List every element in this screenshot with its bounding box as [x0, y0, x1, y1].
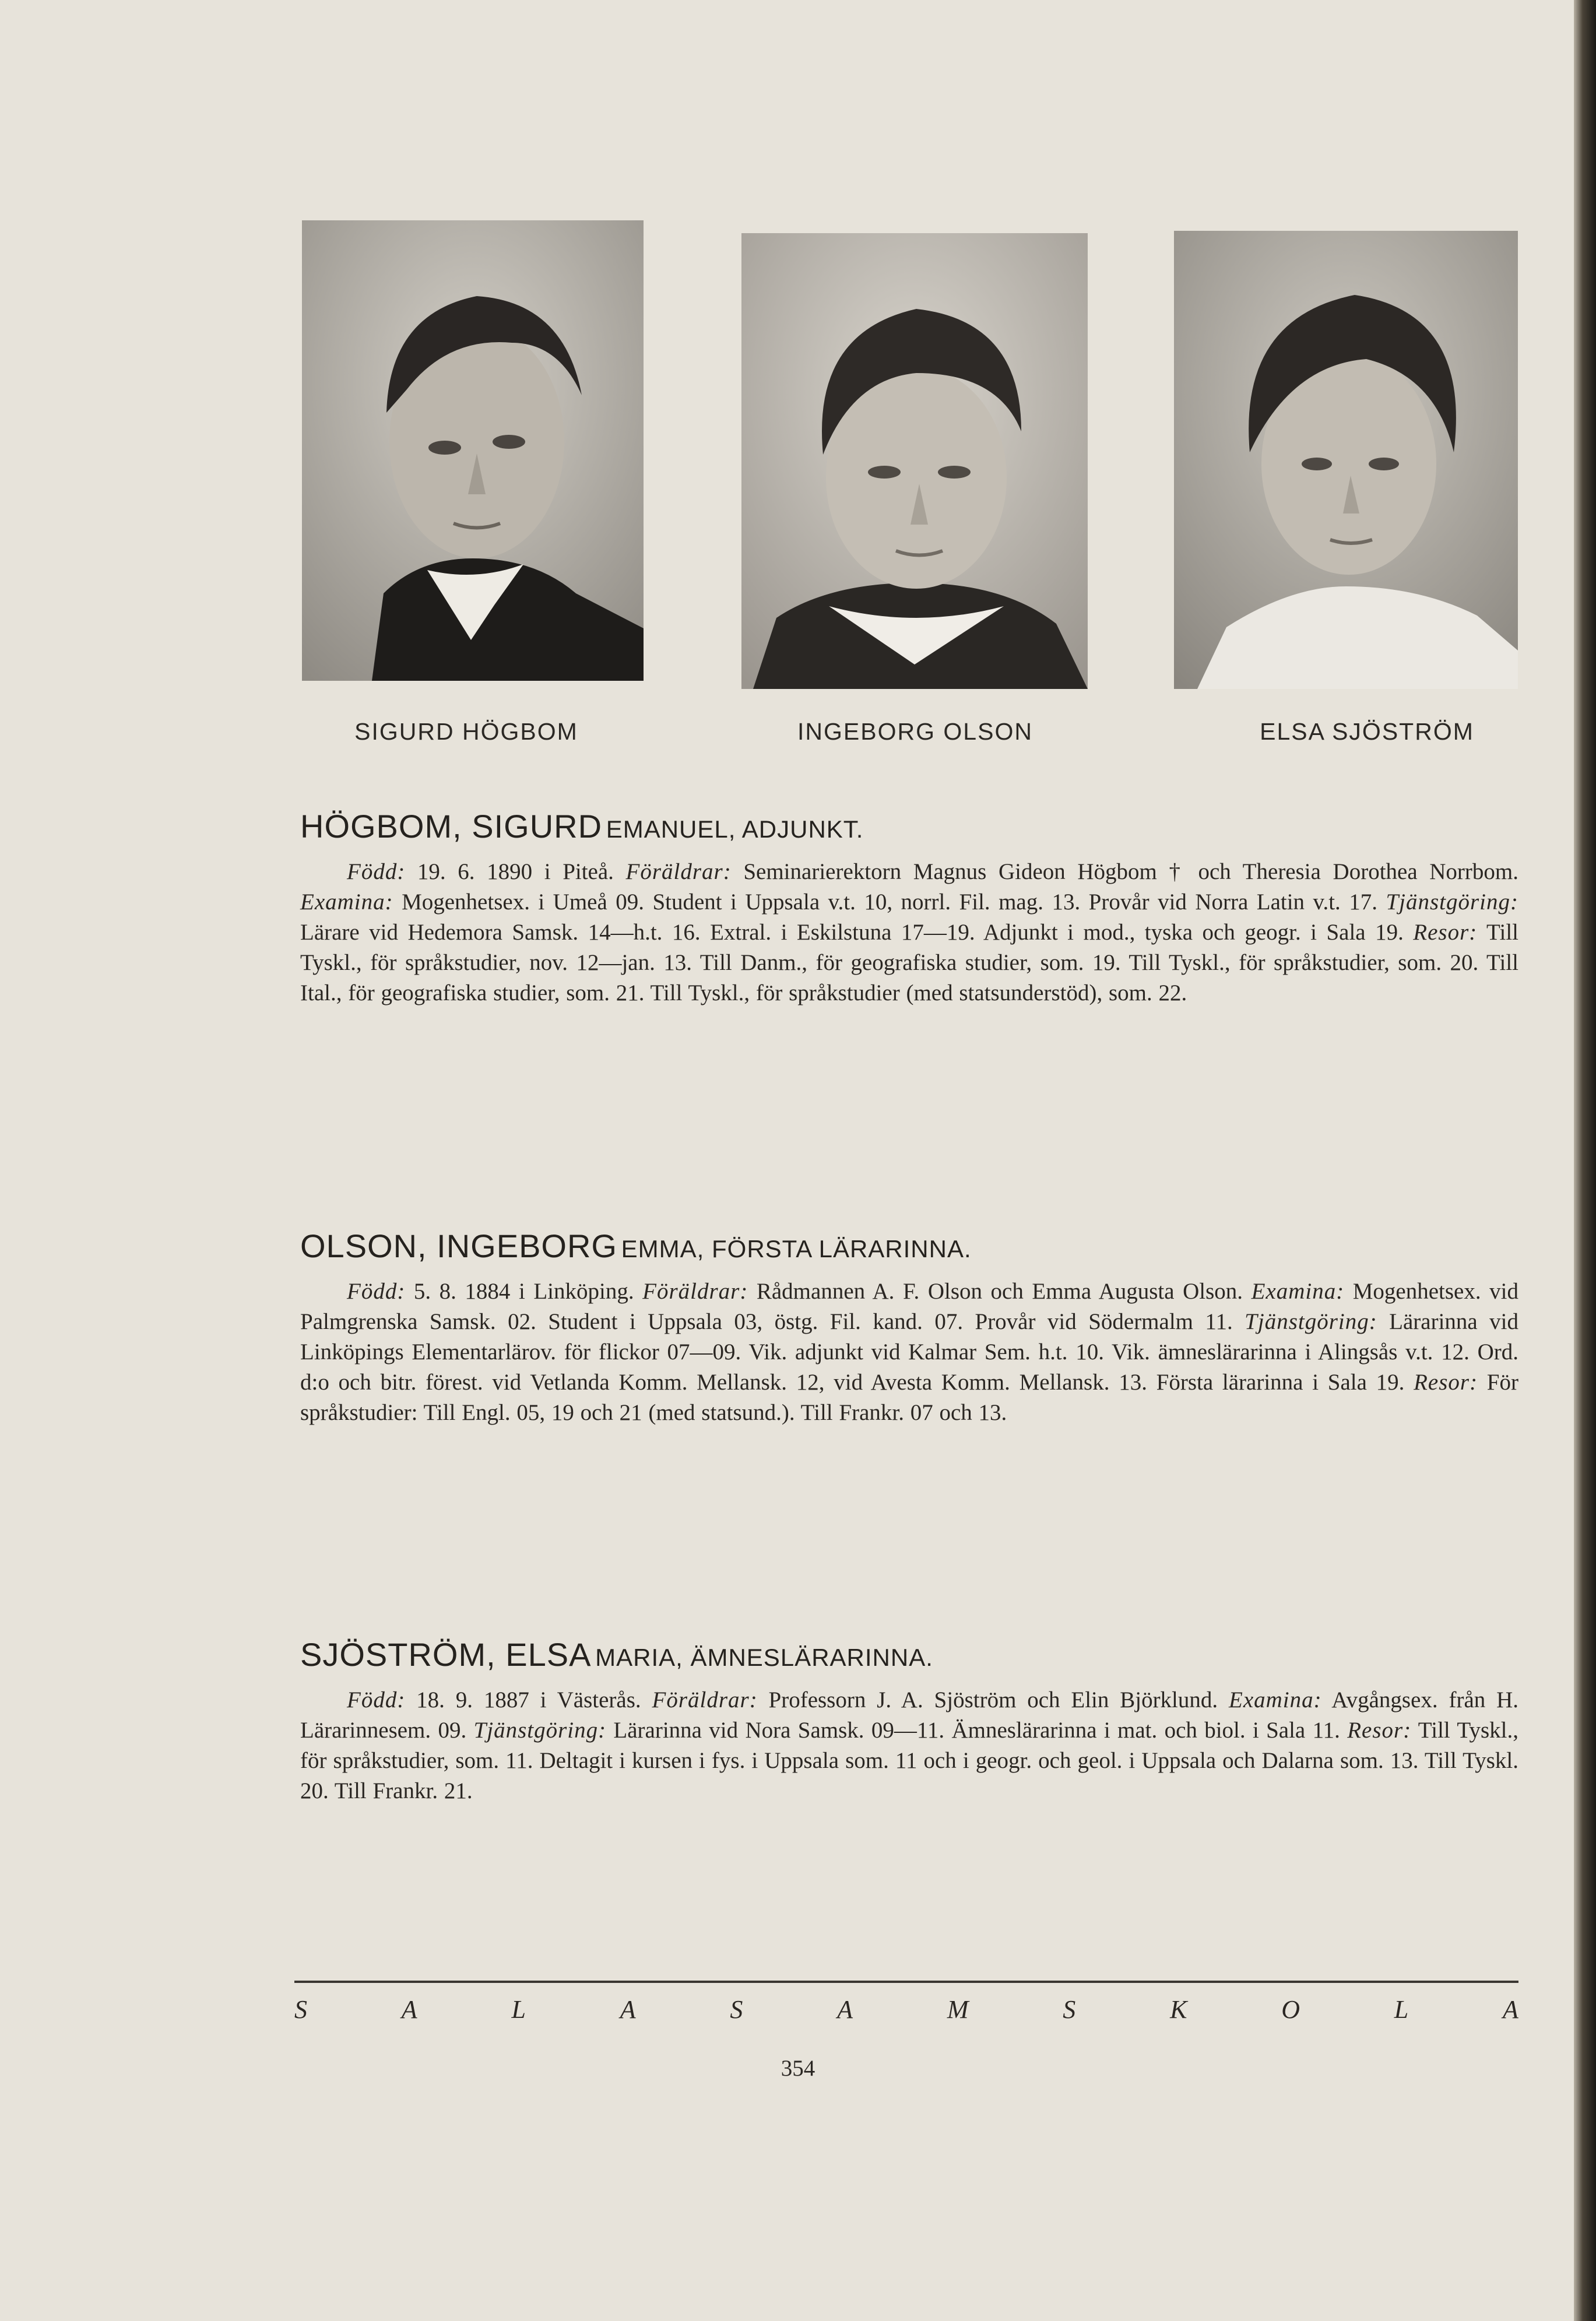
- portrait-photo-elsa-sjostrom: [1174, 231, 1518, 689]
- portrait-photo-ingeborg-olson: [741, 233, 1088, 689]
- footer-letter: O: [1281, 1995, 1300, 2024]
- entry-body: [300, 1276, 1518, 1428]
- footer-letter: A: [837, 1995, 853, 2024]
- entry-name: OLSON, INGEBORG: [300, 1228, 617, 1264]
- entry-heading: [300, 1636, 1518, 1673]
- field-text: Seminarierektorn Magnus Gideon Högbom † och Theresia Dorothea Norrbom.: [731, 859, 1518, 884]
- footer-letter: S: [1063, 1995, 1076, 2024]
- entry-name: SJÖSTRÖM, ELSA: [300, 1636, 592, 1673]
- running-footer: [294, 1995, 1518, 2024]
- field-text: Mogenhetsex. vid Palmgrenska Samsk. 02. Student i Uppsala 03, östg. Fil. kand. 07. Provår vid Södermalm 11.: [300, 1279, 1518, 1334]
- field-text: Lärare vid Hedemora Samsk. 14—h.t. 16. Extral. i Eskilstuna 17—19. Adjunkt i mod., tyska och geogr. i Sala 19.: [300, 920, 1414, 945]
- footer-letter: K: [1170, 1995, 1187, 2024]
- entry-body: [300, 1685, 1518, 1806]
- entry-title: EMANUEL, ADJUNKT.: [606, 815, 864, 843]
- field-text: Till Tyskl., för språkstudier, nov. 12—jan. 13. Till Danm., för geografiska studier, som. 19. Till Tyskl., för språkstudier, som. 20. Till Ital., för geografiska studier, som. 21. Till Tyskl., för språkstudier (med statsunderstöd), som. 22.: [300, 920, 1518, 1005]
- field-text: För språkstudier: Till Engl. 05, 19 och 21 (med statsund.). Till Frankr. 07 och 13.: [300, 1370, 1518, 1425]
- field-label: Examina:: [300, 889, 393, 915]
- field-label: Resor:: [1347, 1718, 1412, 1743]
- entry-heading: [300, 1227, 1518, 1265]
- photo-caption: ELSA SJÖSTRÖM: [1260, 718, 1474, 745]
- field-text: Lärarinna vid Nora Samsk. 09—11. Ämneslärarinna i mat. och biol. i Sala 11.: [606, 1718, 1348, 1743]
- field-text: 19. 6. 1890 i Piteå.: [405, 859, 626, 884]
- footer-letter: S: [294, 1995, 307, 2024]
- field-label: Examina:: [1251, 1279, 1345, 1304]
- footer-letter: A: [401, 1995, 417, 2024]
- footer-letter: A: [1503, 1995, 1518, 2024]
- biography-entry: [300, 1636, 1518, 1806]
- entry-heading: [300, 807, 1518, 845]
- field-label: Föräldrar:: [652, 1687, 758, 1712]
- footer-rule: [294, 1981, 1518, 1983]
- book-spine-edge: [1574, 0, 1596, 2321]
- footer-letter: S: [730, 1995, 743, 2024]
- field-label: Född:: [347, 1279, 406, 1304]
- field-label: Examina:: [1229, 1687, 1322, 1712]
- field-label: Föräldrar:: [642, 1279, 748, 1304]
- portrait-photo-sigurd-hogbom: [302, 220, 644, 681]
- footer-letter: L: [1394, 1995, 1409, 2024]
- footer-letter: M: [947, 1995, 969, 2024]
- biography-entry: [300, 1227, 1518, 1428]
- field-text: Professorn J. A. Sjöström och Elin Björklund.: [757, 1687, 1229, 1712]
- footer-letter: L: [511, 1995, 526, 2024]
- entry-title: EMMA, FÖRSTA LÄRARINNA.: [621, 1235, 972, 1263]
- field-label: Född:: [347, 859, 406, 884]
- entry-body: [300, 857, 1518, 1008]
- field-label: Född:: [347, 1687, 406, 1712]
- field-text: Avgångsex. från H. Lärarinnesem. 09.: [300, 1687, 1519, 1743]
- field-text: 18. 9. 1887 i Västerås.: [405, 1687, 652, 1712]
- photo-caption: INGEBORG OLSON: [797, 718, 1033, 745]
- field-label: Föräldrar:: [625, 859, 732, 884]
- field-label: Resor:: [1413, 920, 1478, 945]
- field-label: Resor:: [1414, 1370, 1478, 1395]
- page-number: 354: [781, 2056, 815, 2081]
- field-text: Mogenhetsex. i Umeå 09. Student i Uppsala v.t. 10, norrl. Fil. mag. 13. Provår vid Norra Latin v.t. 17.: [393, 889, 1386, 915]
- field-label: Tjänstgöring:: [1386, 889, 1518, 915]
- entry-name: HÖGBOM, SIGURD: [300, 808, 603, 845]
- footer-letter: A: [620, 1995, 636, 2024]
- field-text: 5. 8. 1884 i Linköping.: [405, 1279, 643, 1304]
- biography-entry: [300, 807, 1518, 1008]
- photo-caption: SIGURD HÖGBOM: [354, 718, 578, 745]
- field-text: Till Tyskl., för språkstudier, som. 11. Deltagit i kursen i fys. i Uppsala som. 11 och i geogr. och geol. i Uppsala och Dalarna som. 13. Till Tyskl. 20. Till Frankr. 21.: [300, 1718, 1518, 1803]
- field-text: Rådmannen A. F. Olson och Emma Augusta Olson.: [748, 1279, 1252, 1304]
- field-label: Tjänstgöring:: [1245, 1309, 1377, 1334]
- field-label: Tjänstgöring:: [473, 1718, 607, 1743]
- field-text: Lärarinna vid Linköpings Elementarlärov. för flickor 07—09. Vik. adjunkt vid Kalmar Sem. h.t. 10. Vik. ämneslärarinna i Alingsås v.t. 12. Ord. d:o och bitr. förest. vid Vetlanda Komm. Mellansk. 12, vid Avesta Komm. Mellansk. 13. Första lärarinna i Sala 19.: [300, 1309, 1518, 1395]
- entry-title: MARIA, ÄMNESLÄRARINNA.: [595, 1644, 933, 1671]
